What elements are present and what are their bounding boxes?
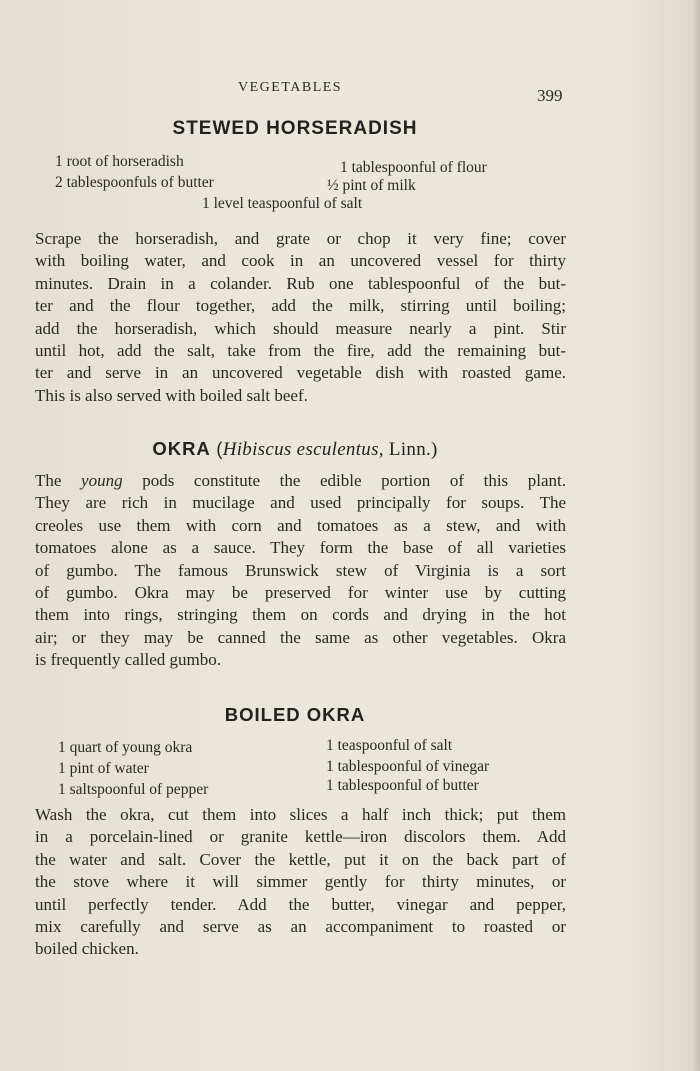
text-line: ter and serve in an uncovered vegetable dish with roasted game.: [35, 363, 566, 383]
text-line: the water and salt. Cover the kettle, put it on the back part of: [35, 849, 566, 869]
text-line: boiled chicken.: [35, 939, 139, 959]
text-line: Wash the okra, cut them into slices a half inch thick; put them: [35, 805, 566, 824]
okra-title-paren: (: [210, 438, 223, 459]
text-line: in a porcelain-lined or granite kettle—iron discolors them. Add: [35, 827, 566, 847]
okra-latin-name: Hibiscus esculentus,: [222, 439, 384, 460]
recipe-title-stewed-horseradish: STEWED HORSERADISH: [172, 118, 418, 139]
okra-title-name: OKRA: [152, 438, 211, 459]
ingredient: 1 saltspoonful of pepper: [58, 781, 209, 798]
text-line: This is also served with boiled salt beef.: [35, 385, 308, 405]
text-line: [35, 470, 566, 492]
ingredient: 1 tablespoonful of flour: [340, 159, 487, 176]
page-edge-shadow: [692, 0, 700, 1071]
section-title-okra: [0, 438, 590, 461]
text-line: of gumbo. The famous Brunswick stew of Virginia is a sort: [35, 560, 566, 580]
ingredient: 1 tablespoonful of vinegar: [326, 758, 490, 775]
text-line: ter and the flour together, add the milk, stirring until boiling;: [35, 296, 566, 316]
text-line: is frequently called gumbo.: [35, 650, 222, 670]
text-line: until perfectly tender. Add the butter, vinegar and pepper,: [35, 894, 566, 914]
okra-description: [35, 470, 566, 672]
text-line: tomatoes alone as a sauce. They form the base of all varieties: [35, 538, 566, 558]
okra-authority: Linn.): [383, 439, 438, 460]
text-line: until hot, add the salt, take from the fire, add the remaining but-: [35, 341, 566, 361]
method-boiled-okra: [35, 804, 566, 961]
running-head: VEGETABLES: [238, 80, 343, 95]
text-line: the stove where it will simmer gently for thirty minutes, or: [35, 872, 566, 892]
ingredient: 1 root of horseradish: [55, 153, 184, 170]
ingredient: 1 tablespoonful of butter: [326, 777, 479, 794]
text-line: creoles use them with corn and tomatoes as a stew, and with: [35, 515, 566, 535]
text-line: with boiling water, and cook in an uncovered vessel for thirty: [35, 251, 566, 271]
recipe-title-boiled-okra: BOILED OKRA: [224, 704, 366, 725]
ingredient: 1 level teaspoonful of salt: [202, 195, 363, 212]
page-number: 399: [537, 86, 563, 105]
text-line: mix carefully and serve as an accompaniment to roasted or: [35, 917, 566, 937]
text-line: add the horseradish, which should measure nearly a pint. Stir: [35, 318, 566, 338]
text-run: The: [35, 471, 82, 490]
text-line: They are rich in mucilage and used principally for soups. The: [35, 493, 566, 513]
text-line: minutes. Drain in a colander. Rub one tablespoonful of the but-: [35, 273, 566, 293]
text-line: them into rings, stringing them on cords and drying in the hot: [35, 605, 566, 625]
ingredient: 1 quart of young okra: [58, 739, 193, 756]
emphasis-young: young: [81, 471, 123, 490]
ingredient: ½ pint of milk: [327, 177, 416, 194]
ingredient: 1 pint of water: [58, 760, 149, 777]
text-line: air; or they may be canned the same as other vegetables. Okra: [35, 627, 566, 647]
text-run: pods constitute the edible portion of this plant.: [122, 471, 567, 490]
ingredient: 2 tablespoonfuls of butter: [55, 174, 214, 191]
ingredient: 1 teaspoonful of salt: [326, 737, 453, 754]
text-line: Scrape the horseradish, and grate or chop it very fine; cover: [35, 229, 566, 248]
method-stewed-horseradish: [35, 228, 566, 407]
text-line: of gumbo. Okra may be preserved for winter use by cutting: [35, 583, 566, 603]
